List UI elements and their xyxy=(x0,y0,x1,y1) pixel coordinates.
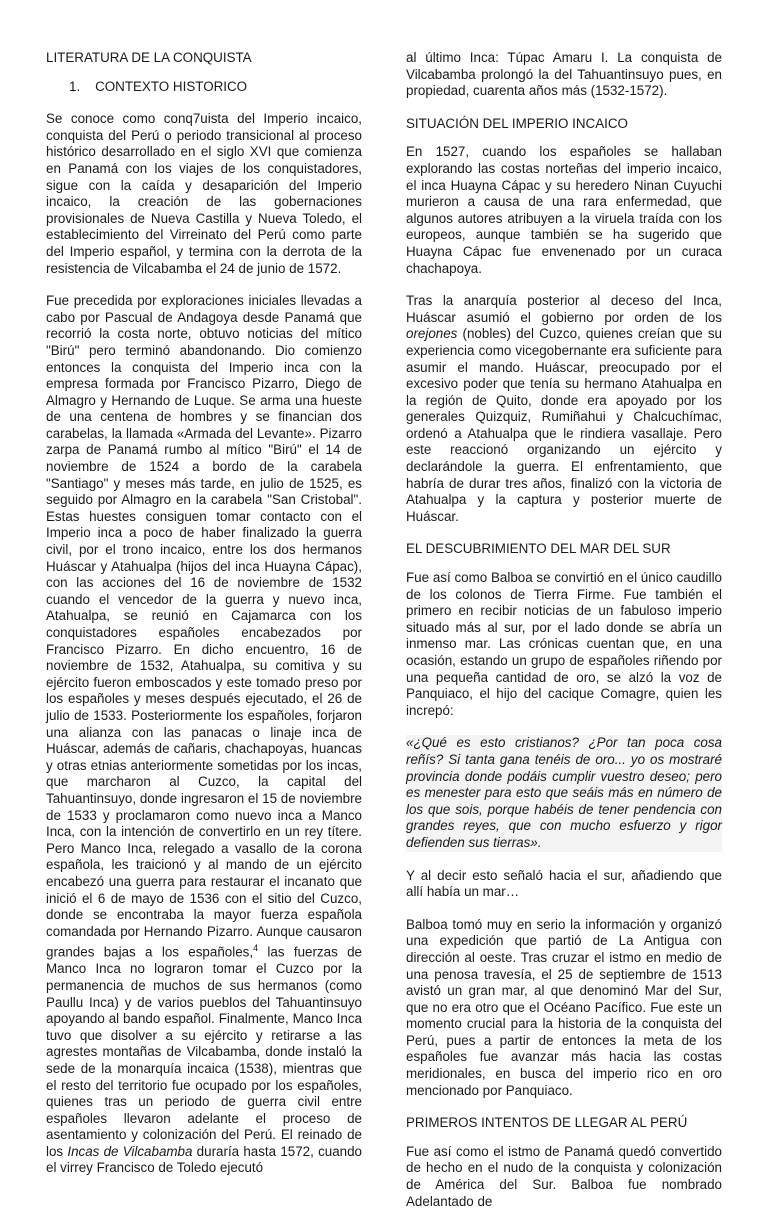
section-number: 1. xyxy=(69,78,81,94)
section-heading-descubrimiento: EL DESCUBRIMIENTO DEL MAR DEL SUR xyxy=(406,541,671,557)
section-title: CONTEXTO HISTORICO xyxy=(95,78,248,94)
right-column xyxy=(406,50,722,1226)
footnote-ref: 4 xyxy=(253,943,259,954)
emphasis-text: orejones xyxy=(406,326,458,342)
paragraph-expedicion: Balboa tomó muy en serio la información y organizó una expedición que partió de La Antigua con dirección al oeste. Tras cruzar el istmo en medio de una penosa travesía, el 25 de septiembre de 1513 avistó un gran mar, al que denominó Mar del Sur, que no era otro que el Océano Pacífico. Fue este un momento crucial para la historia de la conquista del Perú, pues a partir de entonces la meta de los españoles fue avanzar más hacia las costas meridionales, en busca del imperio rico en oro mencionado por Panquiaco. xyxy=(406,916,722,1098)
paragraph-text: (nobles) del Cuzco, quienes creían que su experiencia como vicegobernante era suficiente para asumir el mando. Huáscar, preocupado por el excesivo poder que tenía su hermano Atahualpa en la región de Quito, donde era apoyado por los generales Quizquiz, Rumiñahui y Chalcuchímac, ordenó a Atahualpa que le rindiera vasallaje. Pero este reaccionó organizando un ejército y declarándole la guerra. El enfrentamiento, que habría de durar tres años, finalizó con la victoria de Atahualpa y la captura y posterior muerte de Huáscar. xyxy=(406,326,722,524)
paragraph-exploraciones xyxy=(46,293,362,1177)
paragraph-text: Fue precedida por exploraciones iniciales llevadas a cabo por Pascual de Andagoya desde Panamá que recorrió la costa norte, obtuvo noticias del mítico "Birú" pero terminó abandonando. Dio comienzo entonces la conquista del Imperio inca con la empresa formada por Francisco Pizarro, Diego de Almagro y Hernando de Luque. Se arma una hueste de una centena de hombres y se financian dos carabelas, la llamada «Armada del Levante». Pizarro zarpa de Panamá rumbo al mítico "Birú" el 14 de noviembre de 1524 a bordo de la carabela "Santiago" y meses más tarde, en julio de 1525, es seguido por Almagro en la carabela "San Cristobal". Estas huestes consiguen tomar contacto con el Imperio inca a poco de haber finalizado la guerra civil, por el trono incaico, entre los dos hermanos Huáscar y Atahualpa (hijos del inca Huayna Cápac), con las acciones del 16 de noviembre de 1532 cuando el vencedor de la guerra y nuevo inca, Atahualpa, se reunió en Cajamarca con los conquistadores españoles encabezados por Francisco Pizarro. En dicho encuentro, 16 de noviembre de 1532, Atahualpa, su comitiva y su ejército fueron emboscados y este tomado preso por los españoles y meses después ejecutado, el 26 de julio de 1533. Posteriormente los españoles, forjaron una alianza con las panacas o linaje inca de Huáscar, además de cañaris, chachapoyas, huancas y otras etnias anteriormente sometidas por los incas, que marcharon al Cuzco, la capital del Tahuantinsuyo, donde ingresaron el 15 de noviembre de 1533 y proclamaron como nuevo inca a Manco Inca, con la intención de convertirlo en un rey títere. Pero Manco Inca, relegado a vasallo de la corona española, les traicionó y al mando de un ejército encabezó una guerra para restaurar el incanato que inició el 6 de mayo de 1536 con el sitio del Cuzco, donde se encontraba la mayor fuerza española comandada por Hernando Pizarro. Aunque causaron grandes bajas a los españoles, xyxy=(46,293,362,960)
paragraph-continuation: al último Inca: Túpac Amaru I. La conquista de Vilcabamba prolongó la del Tahuantinsuyo pues, en propiedad, cuarenta años más (1532-1572). xyxy=(406,50,722,99)
section-heading-primeros-intentos: PRIMEROS INTENTOS DE LLEGAR AL PERÚ xyxy=(406,1115,688,1131)
paragraph-balboa: Fue así como Balboa se convirtió en el único caudillo de los colonos de Tierra Firme. Fue también el primero en recibir noticias de un fabuloso imperio situado más al sur, por el lado donde se abría un inmenso mar. Las crónicas cuentan que, en una ocasión, estando un grupo de españoles riñendo por una pequeña cantidad de oro, se alzó la voz de Panquiaco, el hijo del cacique Comagre, quien les increpó: xyxy=(406,570,722,718)
emphasis-text: Incas de Vilcabamba xyxy=(67,1143,193,1159)
section-heading-contexto xyxy=(69,79,362,96)
section-heading-situacion: SITUACIÓN DEL IMPERIO INCAICO xyxy=(406,115,628,131)
paragraph-anarquia xyxy=(406,293,722,525)
paragraph-text: duraría hasta 1572, cuando el virrey Francisco de Toledo ejecutó xyxy=(46,1143,362,1176)
paragraph-intro: Se conoce como conq7uista del Imperio incaico, conquista del Perú o periodo transicional al proceso histórico desarrollado en el siglo XVI que comienza en Panamá con los viajes de los conquistadores, sigue con la caída y desaparición del Imperio incaico, la creación de las gobernaciones provisionales de Nueva Castilla y Nueva Toledo, el establecimiento del Virreinato del Perú como parte del Imperio español, y termina con la derrota de la resistencia de Vilcabamba el 24 de junio de 1572. xyxy=(46,111,362,276)
paragraph-text: las fuerzas de Manco Inca no lograron tomar el Cuzco por la permanencia de muchos de sus hermanos (como Paullu Inca) y de varios pueblos del Tahuantinsuyo apoyando al bando español. Finalmente, Manco Inca tuvo que disolver a su ejército y retirarse a las agrestes montañas de Vilcabamba, donde instaló la sede de la monarquía incaica (1538), mientras que el resto del territorio fue ocupado por los españoles, quienes tras un periodo de guerra civil entre españoles llevaron adelante el proceso de asentamiento y colonización del Perú. El reinado de los xyxy=(46,944,362,1159)
paragraph-situacion: En 1527, cuando los españoles se hallaban explorando las costas norteñas del imperio incaico, el inca Huayna Cápac y su heredero Ninan Cuyuchi murieron a causa de una rara enfermedad, que algunos autores atribuyen a la viruela traída con los europeos, aunque también se ha sugerido que Huayna Cápac fue envenenado por un curaca chachapoya. xyxy=(406,144,722,276)
paragraph-text: Tras la anarquía posterior al deceso del Inca, Huáscar asumió el gobierno por orden de los xyxy=(406,293,722,325)
paragraph-istmo: Fue así como el istmo de Panamá quedó convertido de hecho en el nudo de la conquista y colonización de América del Sur. Balboa fue nombrado Adelantado de xyxy=(406,1143,722,1209)
left-column xyxy=(46,50,362,1193)
quote-panquiaco: «¿Qué es esto cristianos? ¿Por tan poca cosa reñís? Si tanta gana tenéis de oro... yo os mostraré provincia donde podáis cumplir vuestro deseo; pero es menester para esto que seáis más en número de los que sois, porque habéis de tener pendencia con grandes reyes, que con mucho esfuerzo y rigor defienden sus tierras». xyxy=(406,735,722,850)
document-title: LITERATURA DE LA CONQUISTA xyxy=(46,50,252,65)
paragraph-mar: Y al decir esto señaló hacia el sur, añadiendo que allí había un mar… xyxy=(406,867,722,900)
